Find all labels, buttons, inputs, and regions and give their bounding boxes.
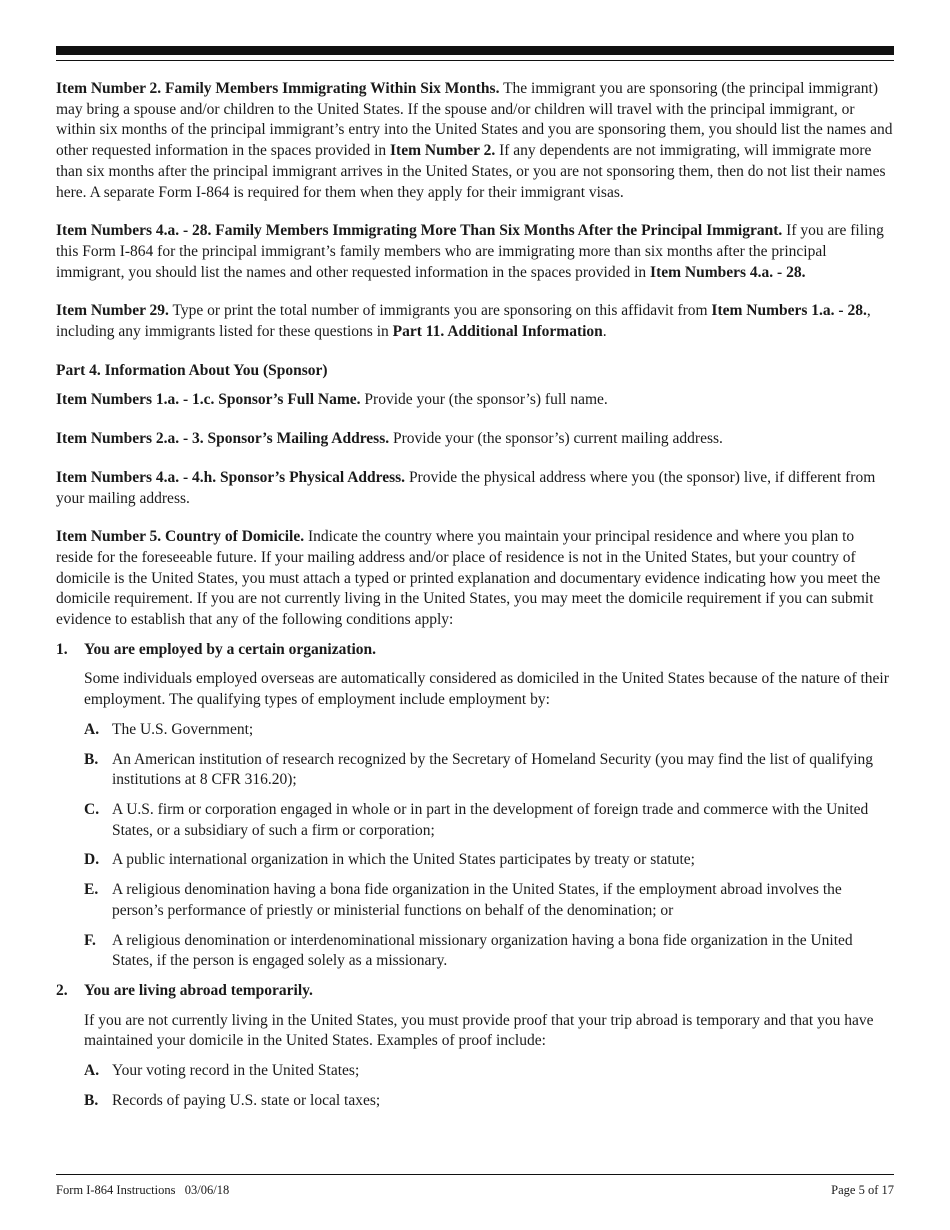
sponsor-physical-paragraph: [56, 468, 894, 509]
condition-intro: Some individuals employed overseas are automatically considered as domiciled in the United States because of the nature of their employment. The qualifying types of employment include employment by:: [84, 670, 889, 709]
condition-item: [84, 850, 894, 871]
condition-item: [84, 720, 894, 741]
condition-item-letter: D.: [84, 851, 100, 869]
item-4-text: If you are filing this Form I-864 for the principal immigrant’s family members who are immigrating more than six months after the principal immigrant, you should list the names and other requested information in the spaces provided in: [56, 222, 884, 281]
condition-item-text: The U.S. Government;: [112, 720, 254, 738]
condition-intro: If you are not currently living in the United States, you must provide proof that your trip abroad is temporary and that you have maintained your domicile in the United States. Examples of proof include:: [84, 1011, 874, 1050]
condition-item-text: A religious denomination or interdenominational missionary organization having a bona fide organization in the United States, if the person is engaged solely as a missionary.: [112, 931, 853, 970]
condition-item-letter: E.: [84, 881, 99, 899]
condition-number: 2.: [56, 981, 68, 999]
item-2-text-cont: If any dependents are not immigrating, will immigrate more than six months after the principal immigrant arrives in the United States, or you are not sponsoring them, then do not list their names here. A separate Form I-864 is required for them when they apply for their immigrant visas.: [56, 142, 886, 201]
item-29-heading: Item Number 29.: [56, 302, 169, 320]
condition-item-letter: C.: [84, 800, 100, 818]
footer-rule: [56, 1174, 894, 1175]
sponsor-name-text: Provide your (the sponsor’s) full name.: [360, 391, 608, 409]
item-29-text: Type or print the total number of immigrants you are sponsoring on this affidavit from: [168, 302, 712, 320]
condition-item-text: Records of paying U.S. state or local taxes;: [112, 1091, 381, 1109]
item-2-text: The immigrant you are sponsoring (the principal immigrant) may bring a spouse and/or children to the United States. If the spouse and/or children will travel with the principal immigrant, or within six months of the principal immigrant’s entry into the United States and you are sponsoring them, you should list the names and other requested information in the spaces provided in: [56, 80, 893, 160]
item-2-paragraph: [56, 79, 894, 203]
condition-item-letter: A.: [84, 720, 100, 738]
condition-title: You are living abroad temporarily.: [84, 981, 313, 999]
condition-item-letter: B.: [84, 750, 99, 768]
header-rule-thick: [56, 46, 894, 55]
condition-item-text: An American institution of research recognized by the Secretary of Homeland Security (you may find the list of qualifying institutions at 8 CFR 316.20);: [112, 750, 873, 789]
item-4-ref: Item Numbers 4.a. - 28.: [650, 263, 806, 281]
condition-item: [84, 800, 894, 841]
condition-item: [84, 880, 894, 921]
page-content: [56, 79, 894, 1120]
condition-item: [84, 931, 894, 972]
condition-item: [84, 1061, 894, 1082]
condition-number: 1.: [56, 640, 68, 658]
condition-item-text: A religious denomination having a bona fide organization in the United States, if the employment abroad involves the person’s performance of priestly or ministerial functions on behalf of the denomination; or: [112, 881, 842, 919]
item-4-paragraph: [56, 221, 894, 283]
sponsor-name-paragraph: [56, 390, 894, 411]
sponsor-mailing-paragraph: [56, 429, 894, 450]
condition-item-text: A U.S. firm or corporation engaged in whole or in part in the development of foreign trade and commerce with the United States, or a subsidiary of such a firm or corporation;: [112, 800, 869, 839]
header-rule-thin: [56, 60, 894, 61]
condition-1: [56, 640, 894, 661]
item-2-ref: Item Number 2.: [390, 142, 496, 160]
item-29-ref-1: Item Numbers 1.a. - 28.: [711, 302, 867, 320]
condition-item-letter: B.: [84, 1091, 99, 1109]
footer-page-number: Page 5 of 17: [831, 1183, 894, 1197]
page-footer: [56, 1183, 894, 1198]
condition-item-letter: F.: [84, 931, 96, 949]
item-2-heading: Item Number 2. Family Members Immigrating Within Six Months.: [56, 80, 500, 97]
sponsor-mailing-text: Provide your (the sponsor’s) current mailing address.: [389, 430, 723, 448]
condition-item-text: A public international organization in which the United States participates by treaty or statute;: [112, 851, 695, 869]
item-4-heading: Item Numbers 4.a. - 28. Family Members Immigrating More Than Six Months After the Principal Immigrant.: [56, 222, 783, 240]
item-29-text-2: , including any immigrants listed for these questions in: [56, 302, 871, 341]
sponsor-mailing-heading: Item Numbers 2.a. - 3. Sponsor’s Mailing Address.: [56, 430, 390, 448]
part-4-heading: Part 4. Information About You (Sponsor): [56, 361, 328, 379]
sponsor-physical-heading: Item Numbers 4.a. - 4.h. Sponsor’s Physical Address.: [56, 468, 406, 486]
condition-item: [84, 1091, 894, 1112]
condition-2: [56, 981, 894, 1002]
footer-form-id: Form I-864 Instructions 03/06/18: [56, 1183, 230, 1197]
item-29-paragraph: [56, 301, 894, 342]
domicile-heading: Item Number 5. Country of Domicile.: [56, 528, 305, 546]
condition-item-letter: A.: [84, 1062, 100, 1080]
condition-item-text: Your voting record in the United States;: [112, 1062, 360, 1080]
item-29-text-3: .: [602, 323, 607, 341]
sponsor-physical-text: Provide the physical address where you (the sponsor) live, if different from your mailing address.: [56, 468, 876, 507]
condition-title: You are employed by a certain organization.: [84, 640, 377, 658]
domicile-text: Indicate the country where you maintain your principal residence and where you plan to reside for the foreseeable future. If your mailing address and/or place of residence is not in the United States, but your country of domicile is the United States, you must attach a typed or printed explanation and documentary evidence indicating how you meet the domicile requirement. If you are not currently living in the United States, you may meet the domicile requirement if you can submit evidence to establish that any of the following conditions apply:: [56, 528, 881, 629]
condition-item: [84, 750, 894, 791]
sponsor-name-heading: Item Numbers 1.a. - 1.c. Sponsor’s Full Name.: [56, 391, 361, 409]
domicile-paragraph: [56, 527, 894, 631]
item-29-ref-2: Part 11. Additional Information: [392, 323, 603, 341]
